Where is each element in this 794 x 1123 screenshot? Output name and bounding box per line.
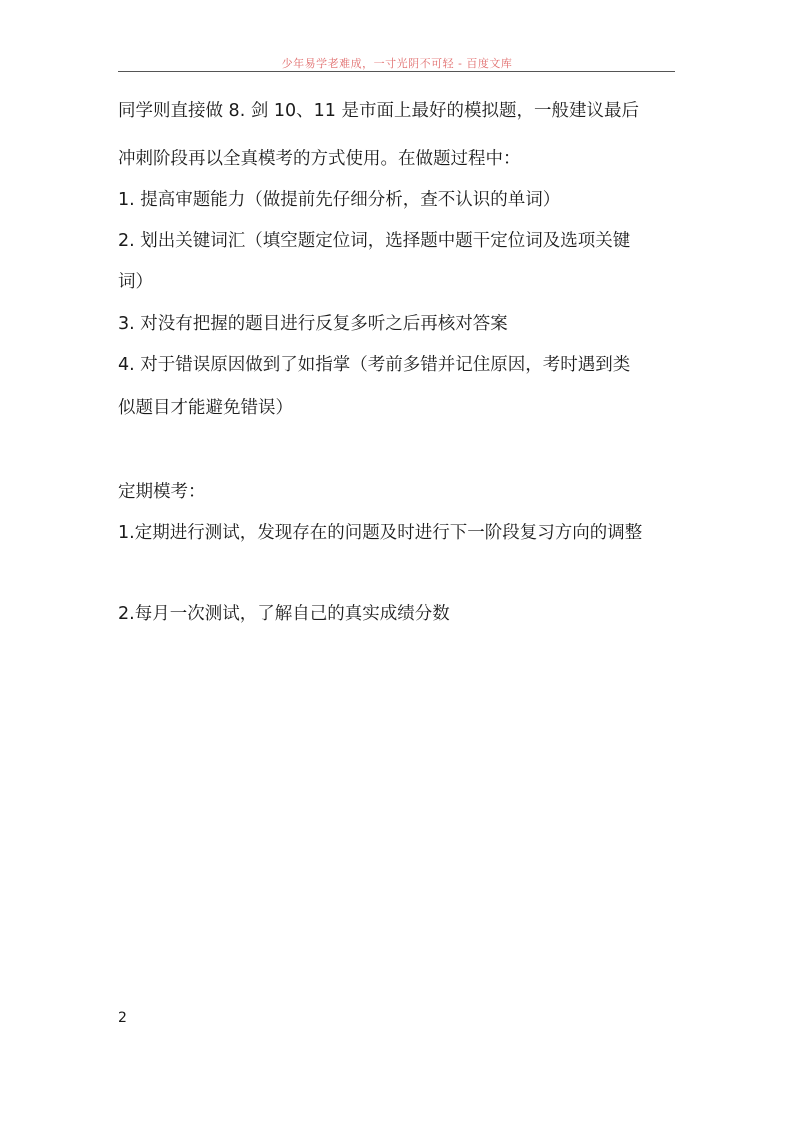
list-item-continuation: 似题目才能避免错误） (118, 398, 293, 418)
header-divider (118, 71, 675, 72)
list-item: 1.定期进行测试，发现存在的问题及时进行下一阶段复习方向的调整 (118, 523, 643, 543)
document-header: 少年易学老难成，一寸光阴不可轻 - 百度文库 (281, 57, 513, 70)
page-number: 2 (118, 1010, 127, 1026)
list-item: 2. 划出关键词汇（填空题定位词，选择题中题干定位词及选项关键 (118, 231, 631, 251)
section-heading: 定期模考： (118, 482, 206, 502)
list-item: 1. 提高审题能力（做提前先仔细分析，查不认识的单词） (118, 190, 561, 210)
paragraph-line: 冲刺阶段再以全真模考的方式使用。在做题过程中： (118, 149, 521, 169)
list-item: 4. 对于错误原因做到了如指掌（考前多错并记住原因，考时遇到类 (118, 355, 631, 375)
list-item: 3. 对没有把握的题目进行反复多听之后再核对答案 (118, 314, 508, 334)
list-item-continuation: 词） (118, 272, 153, 292)
list-item: 2.每月一次测试，了解自己的真实成绩分数 (118, 604, 450, 624)
paragraph-line: 同学则直接做 8. 剑 10、11 是市面上最好的模拟题，一般建议最后 (118, 101, 639, 121)
